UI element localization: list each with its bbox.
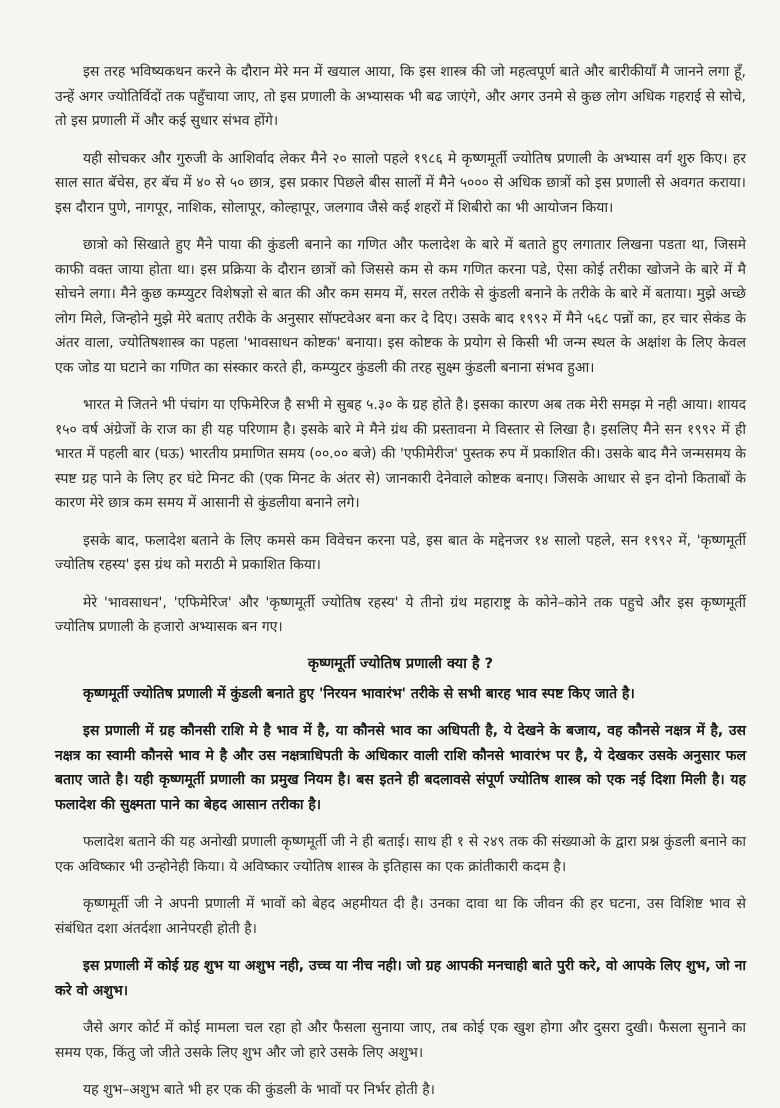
bold-paragraph-2: इस प्रणाली में ग्रह कौनसी राशि मे है भाव में है, या कौनसे भाव का अधिपती है, ये देखने के बजाय, वह कौनसे नक्षत्र में है, उस नक्षत्र का स्वामी कौनसे भाव मे है और उस नक्षत्राधिपती के अधिकार वाली राशि कौनसे भावारंभ पर है, ये देखकर उसके अनुसार फल बताए जाते है। यही कृष्णमूर्ती प्रणाली का प्रमुख नियम है। बस इतने ही बदलावसे संपूर्ण ज्योतिष शास्त्र को एक नई दिशा मिली है। यह फलादेश की सुक्ष्मता पाने का बेहद आसान तरीका है। [55,723,746,813]
bold-paragraph-3: इस प्रणाली में कोई ग्रह शुभ या अशुभ नही, उच्च या नीच नही। जो ग्रह आपकी मनचाही बाते पुरी करे, वो आपके लिए शुभ, जो ना करे वो अशुभ। [55,958,746,999]
paragraph-7: फलादेश बताने की यह अनोखी प्रणाली कृष्णमूर्ती जी ने ही बताई। साथ ही १ से २४९ तक की संख्याओ के द्वारा प्रश्न कुंडली बनाने का एक अविष्कार भी उन्होनेही किया। ये अविष्कार ज्योतिष शास्त्र के इतिहास का एक क्रांतीकारी कदम है। [55,834,746,875]
paragraph-10: यह शुभ–अशुभ बाते भी हर एक की कुंडली के भावों पर निर्भर होती है। [83,1082,435,1098]
paragraph-8: कृष्णमूर्ती जी ने अपनी प्रणाली में भावों को बेहद अहमीयत दी है। उनका दावा था कि जीवन की हर घटना, उस विशिष्ट भाव से संबंधित दशा अंतर्दशा आनेपरही होती है। [55,896,746,937]
bold-paragraph-1: कृष्णमूर्ती ज्योतिष प्रणाली में कुंडली बनाते हुए 'निरयन भावारंभ' तरीके से सभी बारह भाव स्पष्ट किए जाते है। [83,685,635,702]
paragraph-1: इस तरह भविष्यकथन करने के दौरान मेरे मन में खयाल आया, कि इस शास्त्र की जो महत्वपूर्ण बाते और बारीकीयाँ मै जानने लगा हूँ, उन्हें अगर ज्योतिर्विदों तक पहुँचाया जाए, तो इस प्रणाली के अभ्यासक भी बढ जाएंगे, और अगर उनमे से कुछ लोग अधिक गहराई से सोचे, तो इस प्रणाली में और कई सुधार संभव होंगे। [55,64,746,129]
paragraph-5: इसके बाद, फलादेश बताने के लिए कमसे कम विवेचन करना पडे, इस बात के मद्देनजर १४ सालो पहले, सन १९९२ में, 'कृष्णमूर्ती ज्योतिष रहस्य' इस ग्रंथ को मराठी मे प्रकाशित किया। [55,532,746,573]
paragraph-6: मेरे 'भावसाधन', 'एफिमेरिज' और 'कृष्णमूर्ती ज्योतिष रहस्य' ये तीनो ग्रंथ महाराष्ट्र के कोने–कोने तक पहुचे और इस कृष्णमूर्ती ज्योतिष प्रणाली के हजारो अभ्यासक बन गए। [55,594,746,635]
paragraph-9: जैसे अगर कोर्ट में कोई मामला चल रहा हो और फैसला सुनाया जाए, तब कोई एक खुश होगा और दुसरा दुखी। फैसला सुनाने का समय एक, किंतु जो जीते उसके लिए शुभ और जो हारे उसके लिए अशुभ। [55,1020,746,1061]
paragraph-4: भारत मे जितने भी पंचांग या एफिमेरिज है सभी मे सुबह ५.३० के ग्रह होते है। इसका कारण अब तक मेरी समझ मे नही आया। शायद १५० वर्ष अंग्रेजों के राज का ही यह परिणाम है। इसके बारे मे मैने ग्रंथ की प्रस्तावना मे विस्तार से लिखा है। इसलिए मैने सन १९९२ में ही भारत में पहली बार (घऊ) भारतीय प्रमाणित समय (००.०० बजे) की 'एफीमेरीज' पुस्तक रुप में प्रकाशित की। उसके बाद मैने जन्मसमय के स्पष्ट ग्रह पाने के लिए हर घंटे मिनट की (एक मिनट के अंतर से) जानकारी देनेवाले कोष्टक बनाए। जिसके आधार से इन दोनो किताबों के कारण मेरे छात्र कम समय में आसानी से कुंडलीया बनाने लगे। [55,397,747,511]
paragraph-3: छात्रो को सिखाते हुए मैने पाया की कुंडली बनाने का गणित और फलादेश के बारे में बताते हुए लगातार लिखना पडता था, जिसमे काफी वक्त जाया होता था। इस प्रक्रिया के दौरान छात्रों को जिससे कम से कम गणित करना पडे, ऐसा कोई तरीका खोजने के बारे में मै सोचने लगा। मैने कुछ कम्प्युटर विशेषज्ञो से बात की और कम समय में, सरल तरीके से कुंडली बनाने के तरीके के बारे में बताया। मुझे अच्छे लोग मिले, जिन्होने मुझे मेरे बताए तरीके के अनुसार सॉफ्टवेअर बना कर दे दिए। उसके बाद १९९२ में मैने ५६८ पन्नों का, हर चार सेकंड के अंतर वाला, ज्योतिषशास्त्र का पहला 'भावसाधन कोष्टक' बनाया। इस कोष्टक के प्रयोग से किसी भी जन्म स्थल के अक्षांश के लिए केवल एक जोड या घटाने का गणित का संस्कार करते ही, कम्प्युटर कुंडली की तरह सुक्ष्म कुंडली बनाना संभव हुआ। [55,237,746,376]
paragraph-2: यही सोचकर और गुरुजी के आशिर्वाद लेकर मैने २० सालो पहले १९८६ मे कृष्णमूर्ती ज्योतिष प्रणाली के अभ्यास वर्ग शुरु किए। हर साल सात बॅचेस, हर बॅच में ४० से ५० छात्र, इस प्रकार पिछले बीस सालों में मैने ५००० से अधिक छात्रों को इस प्रणाली से अवगत कराया। इस दौरान पुणे, नागपूर, नाशिक, सोलापूर, कोल्हापूर, जलगाव जैसे कई शहरों में शिबीरो का भी आयोजन किया। [55,150,746,216]
section-heading: कृष्णमूर्ती ज्योतिष प्रणाली क्या है ? [307,655,494,672]
